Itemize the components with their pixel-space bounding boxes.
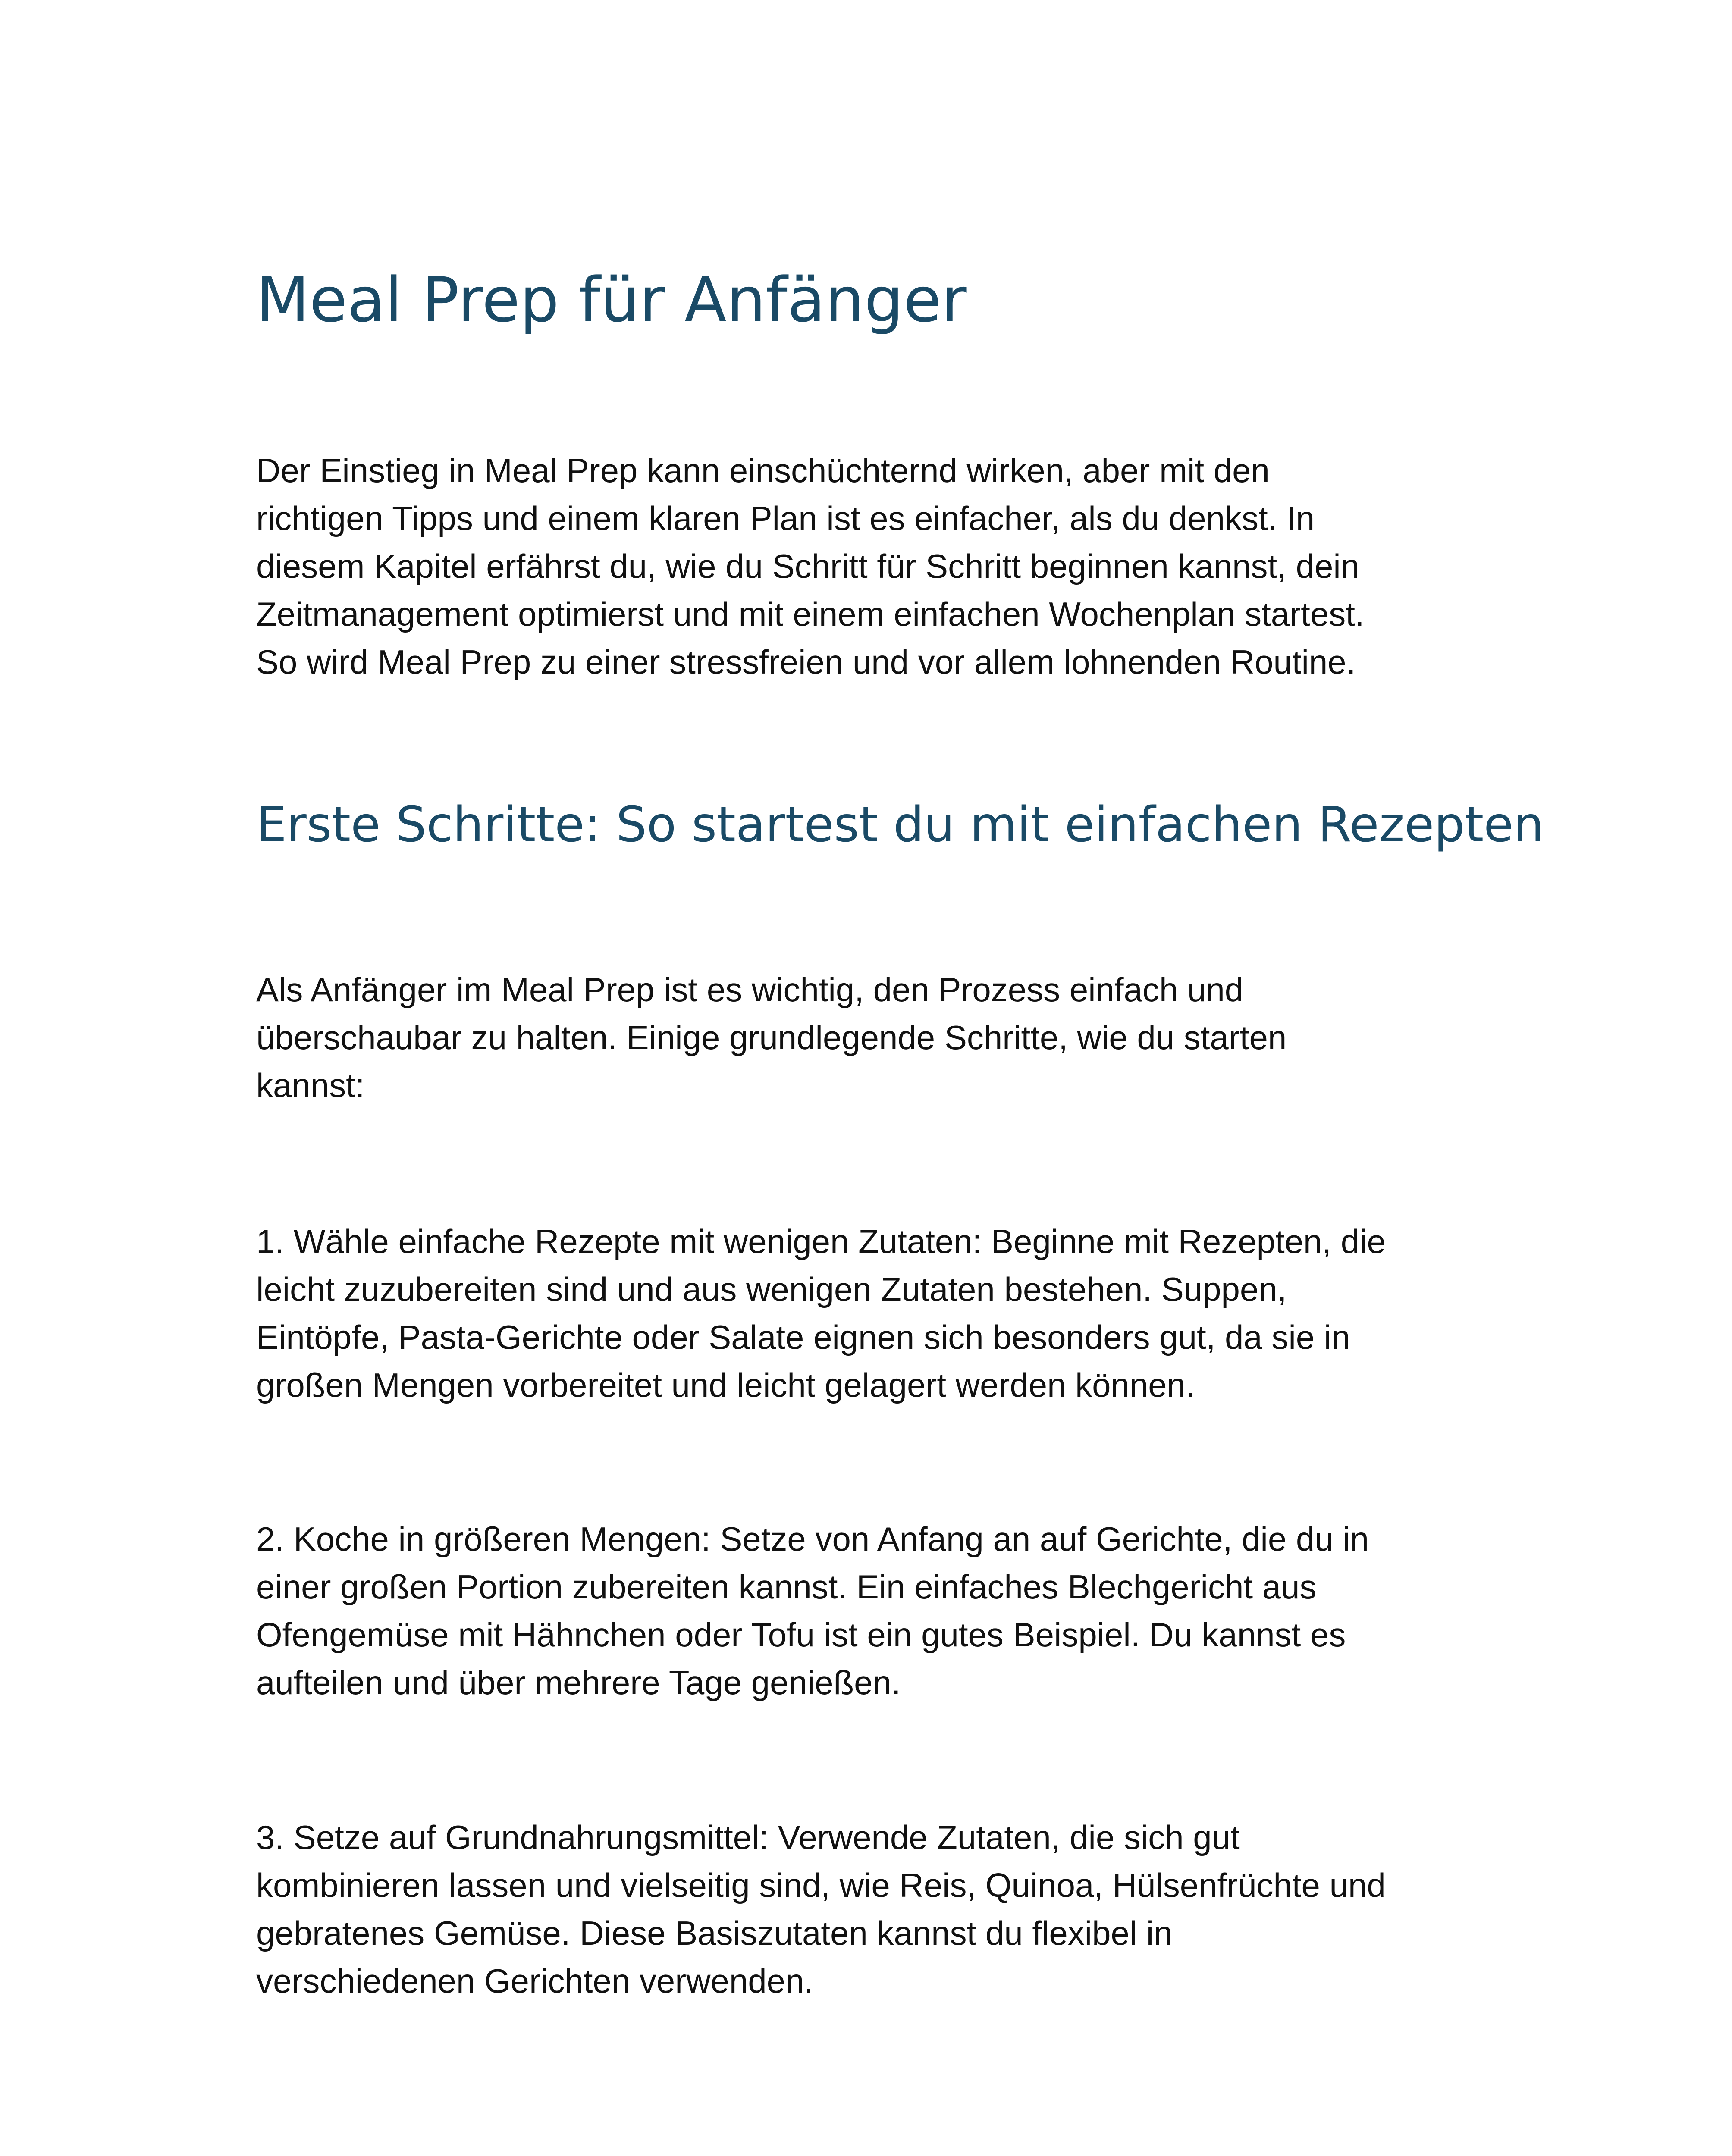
- step-1-paragraph: [256, 1218, 1507, 1409]
- intro-line: So wird Meal Prep zu einer stressfreien und vor allem lohnenden Routine.: [256, 643, 1356, 681]
- step-line: 1. Wähle einfache Rezepte mit wenigen Zutaten: Beginne mit Rezepten, die: [256, 1222, 1386, 1260]
- chapter-title: Meal Prep für Anfänger: [256, 264, 967, 336]
- section-intro-line: überschaubar zu halten. Einige grundlegende Schritte, wie du starten: [256, 1018, 1287, 1056]
- section-intro-line: kannst:: [256, 1066, 365, 1104]
- step-line: 2. Koche in größeren Mengen: Setze von Anfang an auf Gerichte, die du in: [256, 1520, 1369, 1558]
- step-line: Ofengemüse mit Hähnchen oder Tofu ist ein gutes Beispiel. Du kannst es: [256, 1616, 1346, 1654]
- step-line: einer großen Portion zubereiten kannst. Ein einfaches Blechgericht aus: [256, 1568, 1317, 1606]
- step-line: leicht zuzubereiten sind und aus wenigen Zutaten bestehen. Suppen,: [256, 1270, 1287, 1308]
- step-3-paragraph: [256, 1814, 1507, 2005]
- step-2-paragraph: [256, 1515, 1507, 1707]
- step-line: großen Mengen vorbereitet und leicht gelagert werden können.: [256, 1366, 1195, 1404]
- intro-paragraph: [256, 447, 1507, 686]
- intro-line: diesem Kapitel erfährst du, wie du Schritt für Schritt beginnen kannst, dein: [256, 547, 1360, 585]
- step-line: aufteilen und über mehrere Tage genießen.: [256, 1664, 901, 1702]
- section-intro-paragraph: [256, 966, 1507, 1109]
- intro-line: Zeitmanagement optimierst und mit einem einfachen Wochenplan startest.: [256, 595, 1365, 633]
- step-line: verschiedenen Gerichten verwenden.: [256, 1962, 814, 2000]
- step-line: kombinieren lassen und vielseitig sind, wie Reis, Quinoa, Hülsenfrüchte und: [256, 1866, 1386, 1904]
- section-heading: Erste Schritte: So startest du mit einfachen Rezepten: [256, 797, 1544, 853]
- intro-line: Der Einstieg in Meal Prep kann einschüchternd wirken, aber mit den: [256, 451, 1270, 489]
- step-line: 3. Setze auf Grundnahrungsmittel: Verwende Zutaten, die sich gut: [256, 1818, 1240, 1856]
- intro-line: richtigen Tipps und einem klaren Plan ist es einfacher, als du denkst. In: [256, 499, 1315, 537]
- step-line: Eintöpfe, Pasta-Gerichte oder Salate eignen sich besonders gut, da sie in: [256, 1318, 1350, 1356]
- section-intro-line: Als Anfänger im Meal Prep ist es wichtig, den Prozess einfach und: [256, 971, 1244, 1009]
- step-line: gebratenes Gemüse. Diese Basiszutaten kannst du flexibel in: [256, 1914, 1173, 1952]
